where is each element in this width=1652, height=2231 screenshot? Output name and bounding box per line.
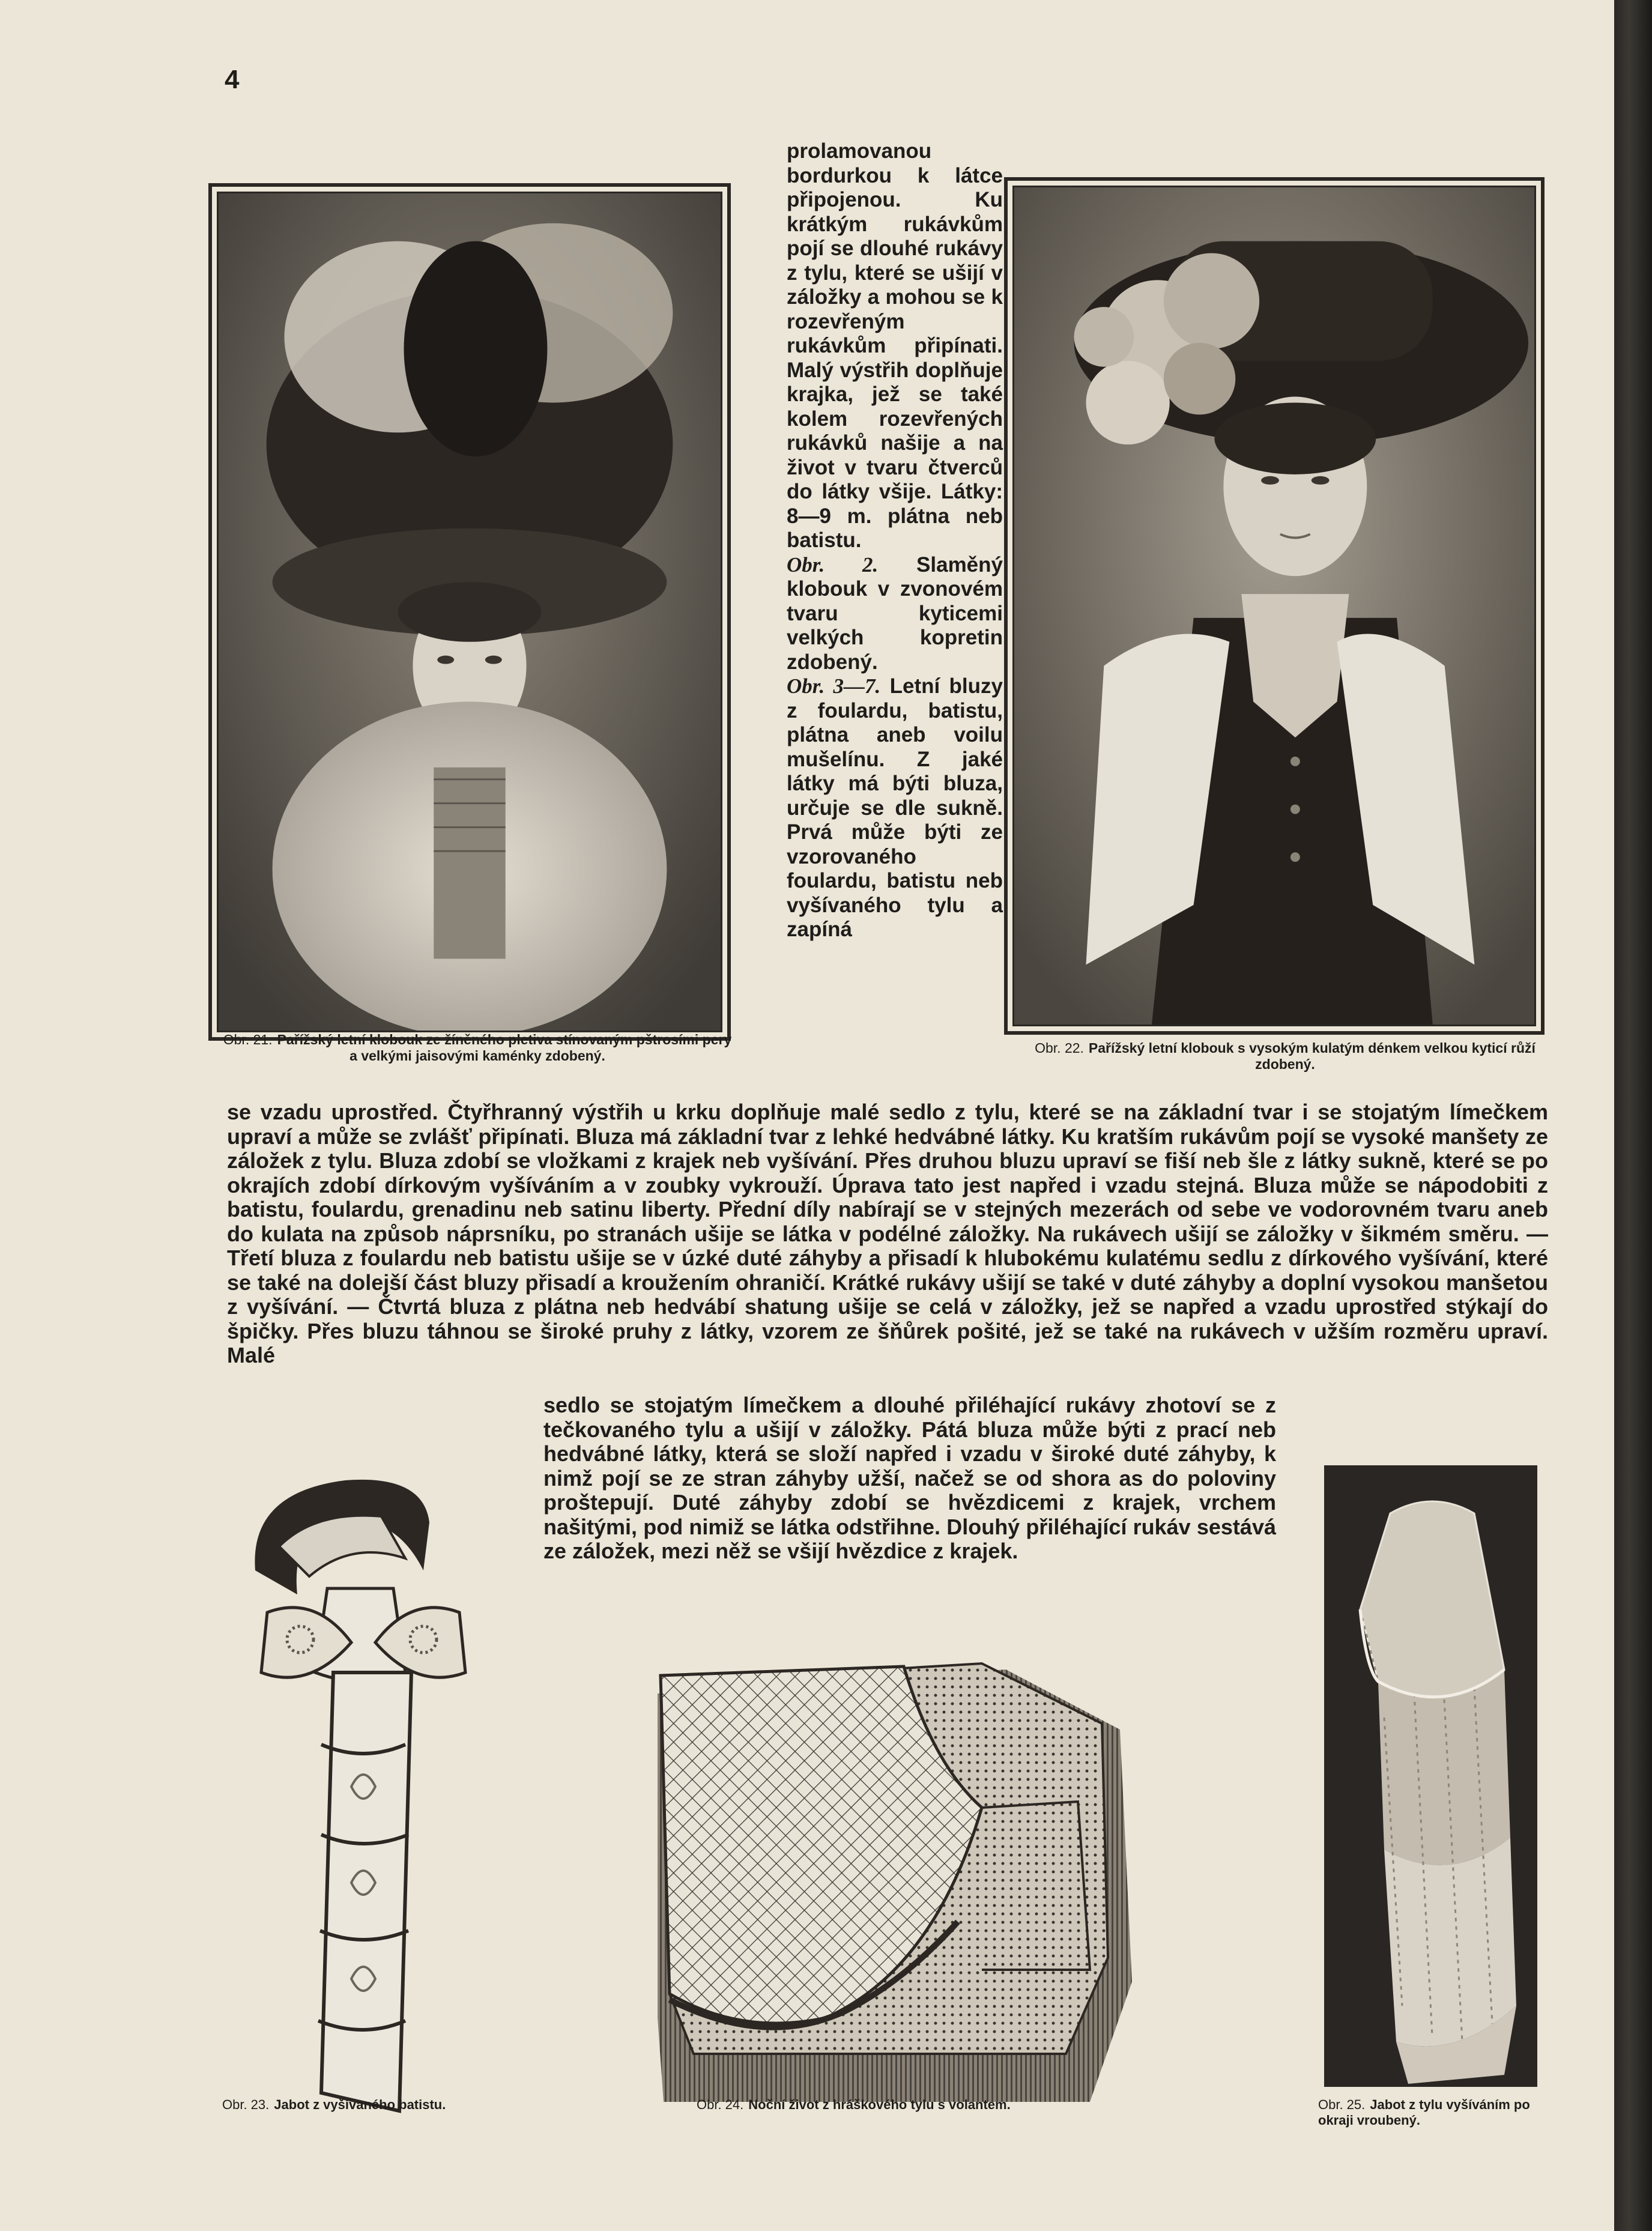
binding-edge xyxy=(1614,0,1652,2231)
figure-21-caption-text: Pařížský letní klobouk ze žíněného pletiva stínovaným pštrosími pery a velkými jaisovými kaménky zdobený. xyxy=(277,1032,732,1064)
figure-25-caption xyxy=(1318,2097,1552,2128)
figure-24-illustration xyxy=(646,1657,1144,2114)
column-paragraph-2: Slaměný klobouk v zvonovém tvaru kyticemi velkých kopretin zdobený. xyxy=(787,552,1003,674)
column-paragraph-3: Letní bluzy z foulardu, batistu, plátna aneb voilu mušelínu. Z jaké látky má býti bluza, určuje se dle sukně. Prvá může býti ze vzorovaného foulardu, batistu neb vyšívaného tylu a zapíná xyxy=(787,674,1003,941)
article-column xyxy=(787,139,1003,942)
article-wide-paragraph: se vzadu uprostřed. Čtyřhranný výstřih u krku doplňuje malé sedlo z tylu, které se na základní tvar i se stojatým límečkem upraví a může se zvlášť připínati. Bluza má základní tvar z lehké hedvábné látky. Ku kratším rukávům pojí se vysoké manšety ze záložek z tylu. Bluza zdobí se vložkami z krajek neb vyšívání. Přes druhou bluzu upraví se fiší neb šle z látky sukně, které se po okrajích zdobí dírkovým vyšíváním a v zoubky vykrouží. Úprava tato jest napřed i vzadu stejná. Bluza může se nápodobiti z batistu, foulardu, grenadinu neb satinu liberty. Přední díly nabírají se v stejných mezerách od sebe ve vodorovném tvaru aneb do kulata na způsob náprsníku, po stranách ušije se látka v podélné záložky. Na rukávech ušijí se záložky v šikmém směru. — Třetí bluza z foulardu neb batistu ušije se v úzké duté záhyby a přisadí k hlubokému kulatému sedlu z dírkového vyšívání, které se také na dolejší část bluzy přisadí a kroužením ohraničí. Krátké rukávy ušijí se také v duté záhyby a doplní vysokou manšetou z vyšívání. — Čtvrtá bluza z plátna neb hedvábí shatung ušije se celá v záložky, jež se napřed a vzadu uprostřed stýkají do špičky. Přes bluzu táhnou se široké pruhy z látky, vzorem ze šňůrek pošité, jež se také na rukávech v užším rozměru upraví. Malé xyxy=(227,1100,1548,1367)
figure-24-number: Obr. 24. xyxy=(697,2097,744,2112)
embroidered-jabot-image xyxy=(243,1474,483,2114)
figure-22-number: Obr. 22. xyxy=(1035,1040,1084,1056)
figure-2-label: Obr. 2. xyxy=(787,552,879,577)
page-number: 4 xyxy=(225,65,240,94)
figure-22-caption xyxy=(1021,1040,1549,1073)
dotted-tulle-bodice-image xyxy=(646,1657,1144,2114)
rose-hat-portrait-image xyxy=(1014,187,1534,1025)
column-paragraph-1: prolamovanou bordurkou k látce připojenou. Ku krátkým rukávkům pojí se dlouhé rukávy z tylu, které se ušijí v záložky a mohou se k rozevřeným rukávkům připínati. Malý výstřih doplňuje krajka, jež se také kolem rozevřených rukávků našije a na život v tvaru čtverců do látky všije. Látky: 8—9 m. plátna neb batistu. xyxy=(787,139,1003,552)
figure-24-caption xyxy=(697,2097,1153,2113)
figure-21-photo xyxy=(208,183,731,1041)
figure-21-caption xyxy=(222,1032,733,1064)
figure-21-number: Obr. 21. xyxy=(223,1032,273,1047)
figure-25-caption-text: Jabot z tylu vyšíváním po okraji vroubený. xyxy=(1318,2097,1530,2128)
figure-25-number: Obr. 25. xyxy=(1318,2097,1366,2112)
figure-23-illustration xyxy=(243,1474,483,2114)
article-middle-paragraph: sedlo se stojatým límečkem a dlouhé přiléhající rukávy zhotoví se z tečkovaného tylu a ušijí v záložky. Pátá bluza může býti z prací neb hedvábné látky, která se složí napřed i vzadu v široké duté záhyby, k nimž pojí se ze stran záhyby užší, načež se od shora as do poloviny proštepují. Duté záhyby zdobí se hvězdicemi z krajek, vrchem našitými, pod nimiž se látka odstřihne. Dlouhý přiléhající rukáv sestává ze záložek, mezi něž se všijí hvězdice z krajek. xyxy=(543,1393,1276,1563)
tulle-jabot-image xyxy=(1324,1465,1537,2087)
figure-23-number: Obr. 23. xyxy=(222,2097,270,2112)
figure-3-7-label: Obr. 3—7. xyxy=(787,674,881,698)
feathered-hat-portrait-image xyxy=(219,193,721,1031)
figure-22-photo xyxy=(1004,177,1545,1035)
figure-23-caption-text: Jabot z vyšívaného batistu. xyxy=(274,2097,446,2112)
figure-23-caption xyxy=(222,2097,486,2113)
figure-25-illustration xyxy=(1324,1465,1537,2087)
figure-22-caption-text: Pařížský letní klobouk s vysokým kulatým dénkem velkou kyticí růží zdobený. xyxy=(1088,1040,1536,1072)
figure-24-caption-text: Noční život z hráškového tylu s volantem. xyxy=(748,2097,1011,2112)
